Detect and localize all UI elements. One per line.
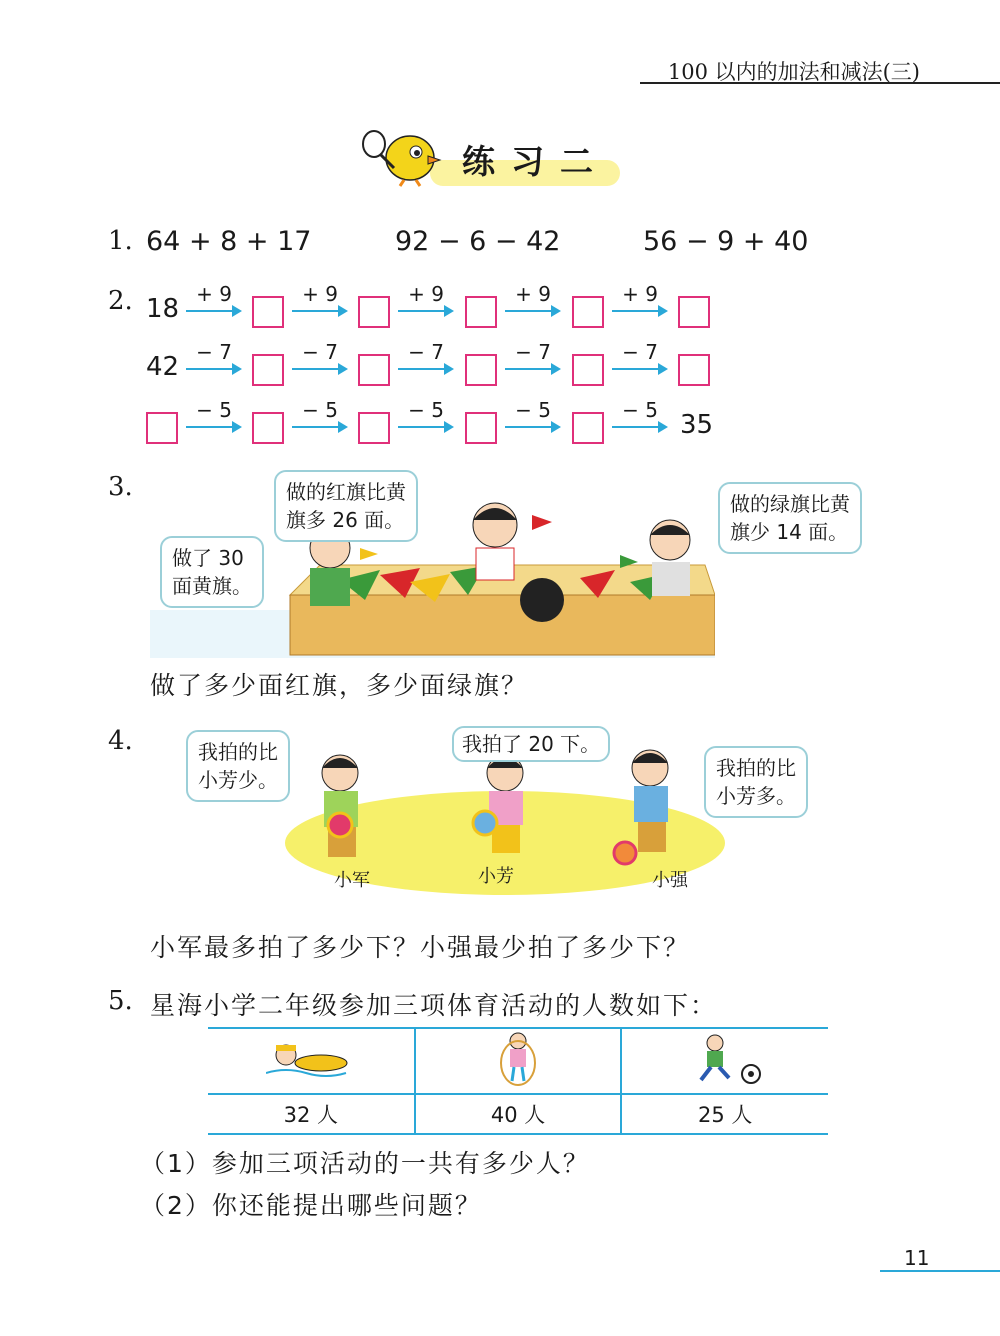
arrow-icon [505, 310, 559, 312]
arrow-icon [505, 426, 559, 428]
arrow-icon [612, 368, 666, 370]
jump-rope-icon [498, 1031, 538, 1087]
footer-rule [880, 1270, 1000, 1272]
answer-box[interactable] [572, 296, 604, 328]
speech-bubble-middle: 我拍了 20 下。 [452, 726, 610, 762]
speech-bubble-left: 做了 30 面黄旗。 [160, 536, 264, 608]
q1-number: 1. [108, 226, 133, 256]
answer-box[interactable] [358, 296, 390, 328]
q3-question: 做了多少面红旗，多少面绿旗？ [150, 671, 529, 700]
q3-number: 3. [108, 472, 133, 502]
arrow-icon [292, 310, 346, 312]
answer-box[interactable] [572, 412, 604, 444]
answer-box[interactable] [252, 354, 284, 386]
operation-label: − 5 [302, 398, 338, 422]
arrow-icon [505, 368, 559, 370]
answer-box[interactable] [678, 354, 710, 386]
speech-bubble-right: 做的绿旗比黄 旗少 14 面。 [718, 482, 862, 554]
arrow-icon [398, 426, 452, 428]
operation-label: − 5 [515, 398, 551, 422]
answer-box[interactable] [252, 296, 284, 328]
child-name-label: 小军 [334, 870, 370, 891]
chain-end-number: 35 [680, 410, 714, 440]
speech-bubble-right: 我拍的比 小芳多。 [704, 746, 808, 818]
q4-number: 4. [108, 726, 133, 756]
page-number: 11 [904, 1246, 930, 1270]
operation-label: − 7 [196, 340, 232, 364]
q1-expression: 92 − 6 − 42 [395, 226, 561, 257]
operation-label: + 9 [302, 282, 338, 306]
operation-label: − 7 [408, 340, 444, 364]
operation-label: + 9 [515, 282, 551, 306]
arrow-icon [398, 310, 452, 312]
operation-label: + 9 [622, 282, 658, 306]
answer-box[interactable] [146, 412, 178, 444]
answer-box[interactable] [252, 412, 284, 444]
q5-intro: 星海小学二年级参加三项体育活动的人数如下： [150, 991, 718, 1020]
speech-bubble-middle: 做的红旗比黄 旗多 26 面。 [274, 470, 418, 542]
operation-label: − 5 [622, 398, 658, 422]
chapter-title: 100 以内的加法和减法(三) [667, 60, 920, 84]
count-cell: 25 人 [621, 1094, 828, 1134]
chick-mascot-icon [356, 122, 448, 188]
table-cell [621, 1028, 828, 1094]
q5-number: 5. [108, 986, 133, 1016]
soccer-icon [685, 1034, 765, 1084]
operation-label: + 9 [196, 282, 232, 306]
header-rule [640, 82, 1000, 84]
arrow-icon [612, 310, 666, 312]
chain-start-number: 18 [146, 294, 180, 324]
answer-box[interactable] [465, 354, 497, 386]
arrow-icon [292, 368, 346, 370]
q1-expression: 56 − 9 + 40 [643, 226, 809, 257]
operation-label: − 5 [196, 398, 232, 422]
exercise-title: 练习二 [462, 142, 609, 181]
q4-question: 小军最多拍了多少下？小强最少拍了多少下？ [150, 933, 691, 962]
arrow-icon [186, 310, 240, 312]
swimming-icon [266, 1039, 356, 1079]
q2-number: 2. [108, 286, 133, 316]
answer-box[interactable] [465, 296, 497, 328]
table-cell [208, 1028, 415, 1094]
speech-bubble-left: 我拍的比 小芳少。 [186, 730, 290, 802]
child-name-label: 小芳 [478, 866, 514, 887]
count-cell: 40 人 [415, 1094, 622, 1134]
answer-box[interactable] [678, 296, 710, 328]
q5-sub-question-2: （2）你还能提出哪些问题？ [140, 1191, 482, 1220]
operation-label: − 7 [515, 340, 551, 364]
operation-label: − 7 [302, 340, 338, 364]
answer-box[interactable] [465, 412, 497, 444]
arrow-icon [612, 426, 666, 428]
child-name-label: 小强 [652, 870, 688, 891]
answer-box[interactable] [358, 412, 390, 444]
answer-box[interactable] [572, 354, 604, 386]
chain-start-number: 42 [146, 352, 180, 382]
arrow-icon [186, 426, 240, 428]
arrow-icon [186, 368, 240, 370]
arrow-icon [398, 368, 452, 370]
answer-box[interactable] [358, 354, 390, 386]
table-cell [415, 1028, 622, 1094]
arrow-icon [292, 426, 346, 428]
operation-label: + 9 [408, 282, 444, 306]
operation-label: − 5 [408, 398, 444, 422]
q1-expression: 64 + 8 + 17 [146, 226, 312, 257]
activity-table [208, 1027, 828, 1135]
count-cell: 32 人 [208, 1094, 415, 1134]
operation-label: − 7 [622, 340, 658, 364]
q5-sub-question-1: （1）参加三项活动的一共有多少人？ [140, 1149, 590, 1178]
